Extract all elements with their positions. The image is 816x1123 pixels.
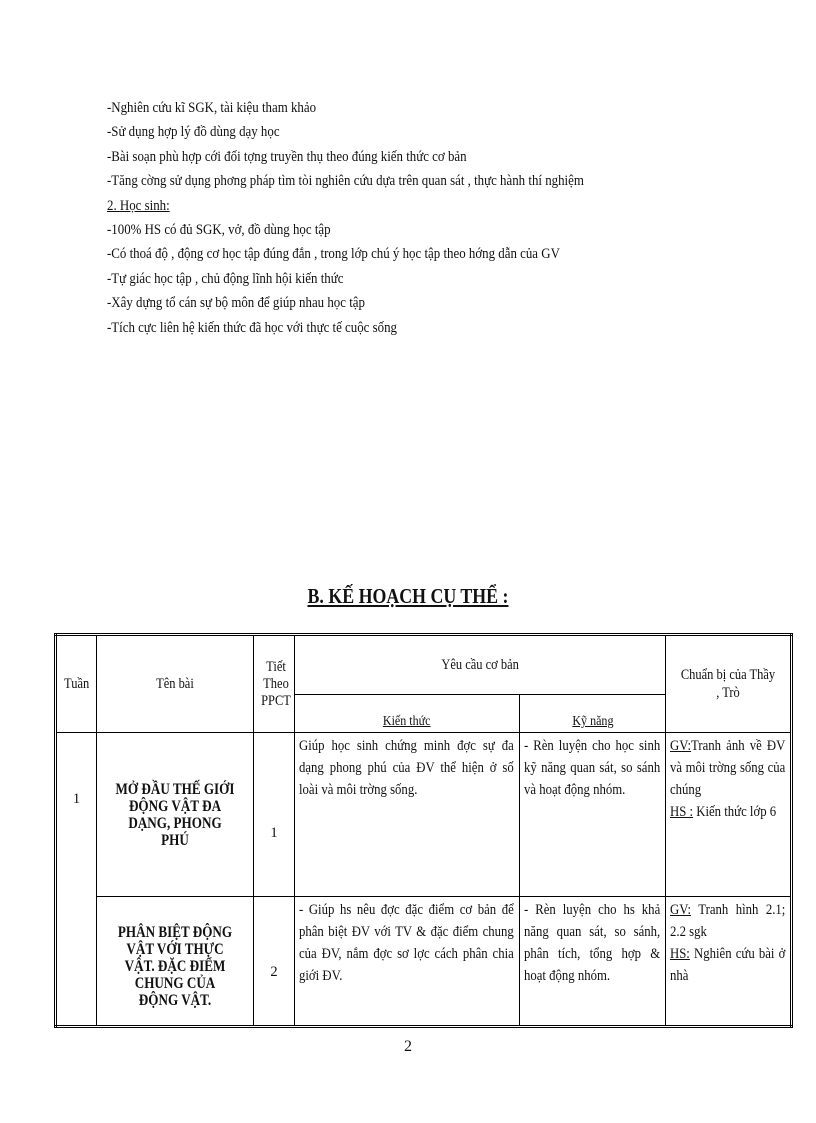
knowledge-cell: Giúp học sinh chứng minh đợc sự đa dạng phong phú của ĐV thể hiện ở số loài và môi trờng sống.	[295, 733, 520, 897]
prep-hs-label: HS :	[670, 804, 694, 820]
intro-line: -Tự giác học tập , chủ động lĩnh hội kiến thức	[107, 270, 344, 287]
section-title: B. KẾ HOẠCH CỤ THỂ :	[307, 584, 509, 608]
lesson-title-cell: PHÂN BIỆT ĐỘNG VẬT VỚI THỰC VẬT. ĐẶC ĐIỂM CHUNG CỦA ĐỘNG VẬT.	[97, 897, 254, 1027]
preparation-cell	[666, 897, 792, 1027]
intro-line: -Có thoá độ , động cơ học tập đúng đắn , trong lớp chú ý học tập theo hớng dẫn của GV	[107, 246, 560, 263]
prep-hs-label: HS:	[670, 946, 690, 962]
prep-hs-text: Nghiên cứu bài ở nhà	[670, 946, 786, 984]
table-header-row	[56, 635, 792, 695]
prep-gv-label: GV:	[670, 902, 692, 918]
lesson-plan-table	[54, 633, 793, 1028]
prep-gv-text: Tranh ảnh về ĐV và môi trờng sống của chúng	[670, 738, 786, 798]
page-number: 2	[404, 1038, 412, 1055]
intro-line: -Nghiên cứu kĩ SGK, tài kiệu tham khảo	[107, 100, 317, 116]
prep-hs-text: Kiến thức lớp 6	[696, 804, 777, 820]
header-period: Tiết Theo PPCT	[254, 635, 295, 733]
intro-text-block	[107, 96, 747, 340]
intro-line: -Bài soạn phù hợp cới đối tợng truyền thụ theo đúng kiến thức cơ bản	[107, 148, 467, 165]
period-cell: 2	[254, 897, 295, 1027]
header-lesson: Tên bài	[97, 635, 254, 733]
header-preparation: Chuẩn bị của Thầy , Trò	[666, 635, 792, 733]
student-section-heading	[107, 194, 657, 218]
table-row	[56, 733, 792, 897]
intro-line: -100% HS có đủ SGK, vở, đồ dùng học tập	[107, 221, 331, 238]
week-cell: 1	[56, 733, 97, 1027]
skills-cell: - Rèn luyện cho hs khả năng quan sát, so sánh, phân tích, tổng hợp & hoạt động nhóm.	[520, 897, 666, 1027]
lesson-title-cell: MỞ ĐẦU THẾ GIỚI ĐỘNG VẬT ĐA DẠNG, PHONG PHÚ	[97, 733, 254, 897]
knowledge-cell: - Giúp hs nêu đợc đặc điểm cơ bản để phân biệt ĐV với TV & đặc điểm chung của ĐV, nắm đợc sơ lợc cách phân chia giới ĐV.	[295, 897, 520, 1027]
header-requirements: Yêu cầu cơ bản	[295, 635, 666, 695]
header-week: Tuần	[56, 635, 97, 733]
header-skills: Kỹ năng	[520, 695, 666, 733]
prep-gv-text: Tranh hình 2.1; 2.2 sgk	[670, 902, 786, 940]
table-row	[56, 897, 792, 1027]
intro-line: -Sử dụng hợp lý đồ dùng dạy học	[107, 124, 280, 141]
period-cell: 1	[254, 733, 295, 897]
skills-cell: - Rèn luyện cho học sinh kỹ năng quan sát, so sánh và hoạt động nhóm.	[520, 733, 666, 897]
header-knowledge: Kiến thức	[295, 695, 520, 733]
intro-line: -Tăng cờng sử dụng phơng pháp tìm tòi nghiên cứu dựa trên quan sát , thực hành thí nghiệm	[107, 173, 584, 190]
prep-gv-label: GV:	[670, 738, 692, 754]
student-section-heading-text: 2. Học sinh:	[107, 197, 170, 214]
intro-line: -Xây dựng tổ cán sự bộ môn để giúp nhau học tập	[107, 295, 365, 312]
preparation-cell	[666, 733, 792, 897]
intro-line: -Tích cực liên hệ kiến thức đã học với thực tế cuộc sống	[107, 319, 398, 336]
